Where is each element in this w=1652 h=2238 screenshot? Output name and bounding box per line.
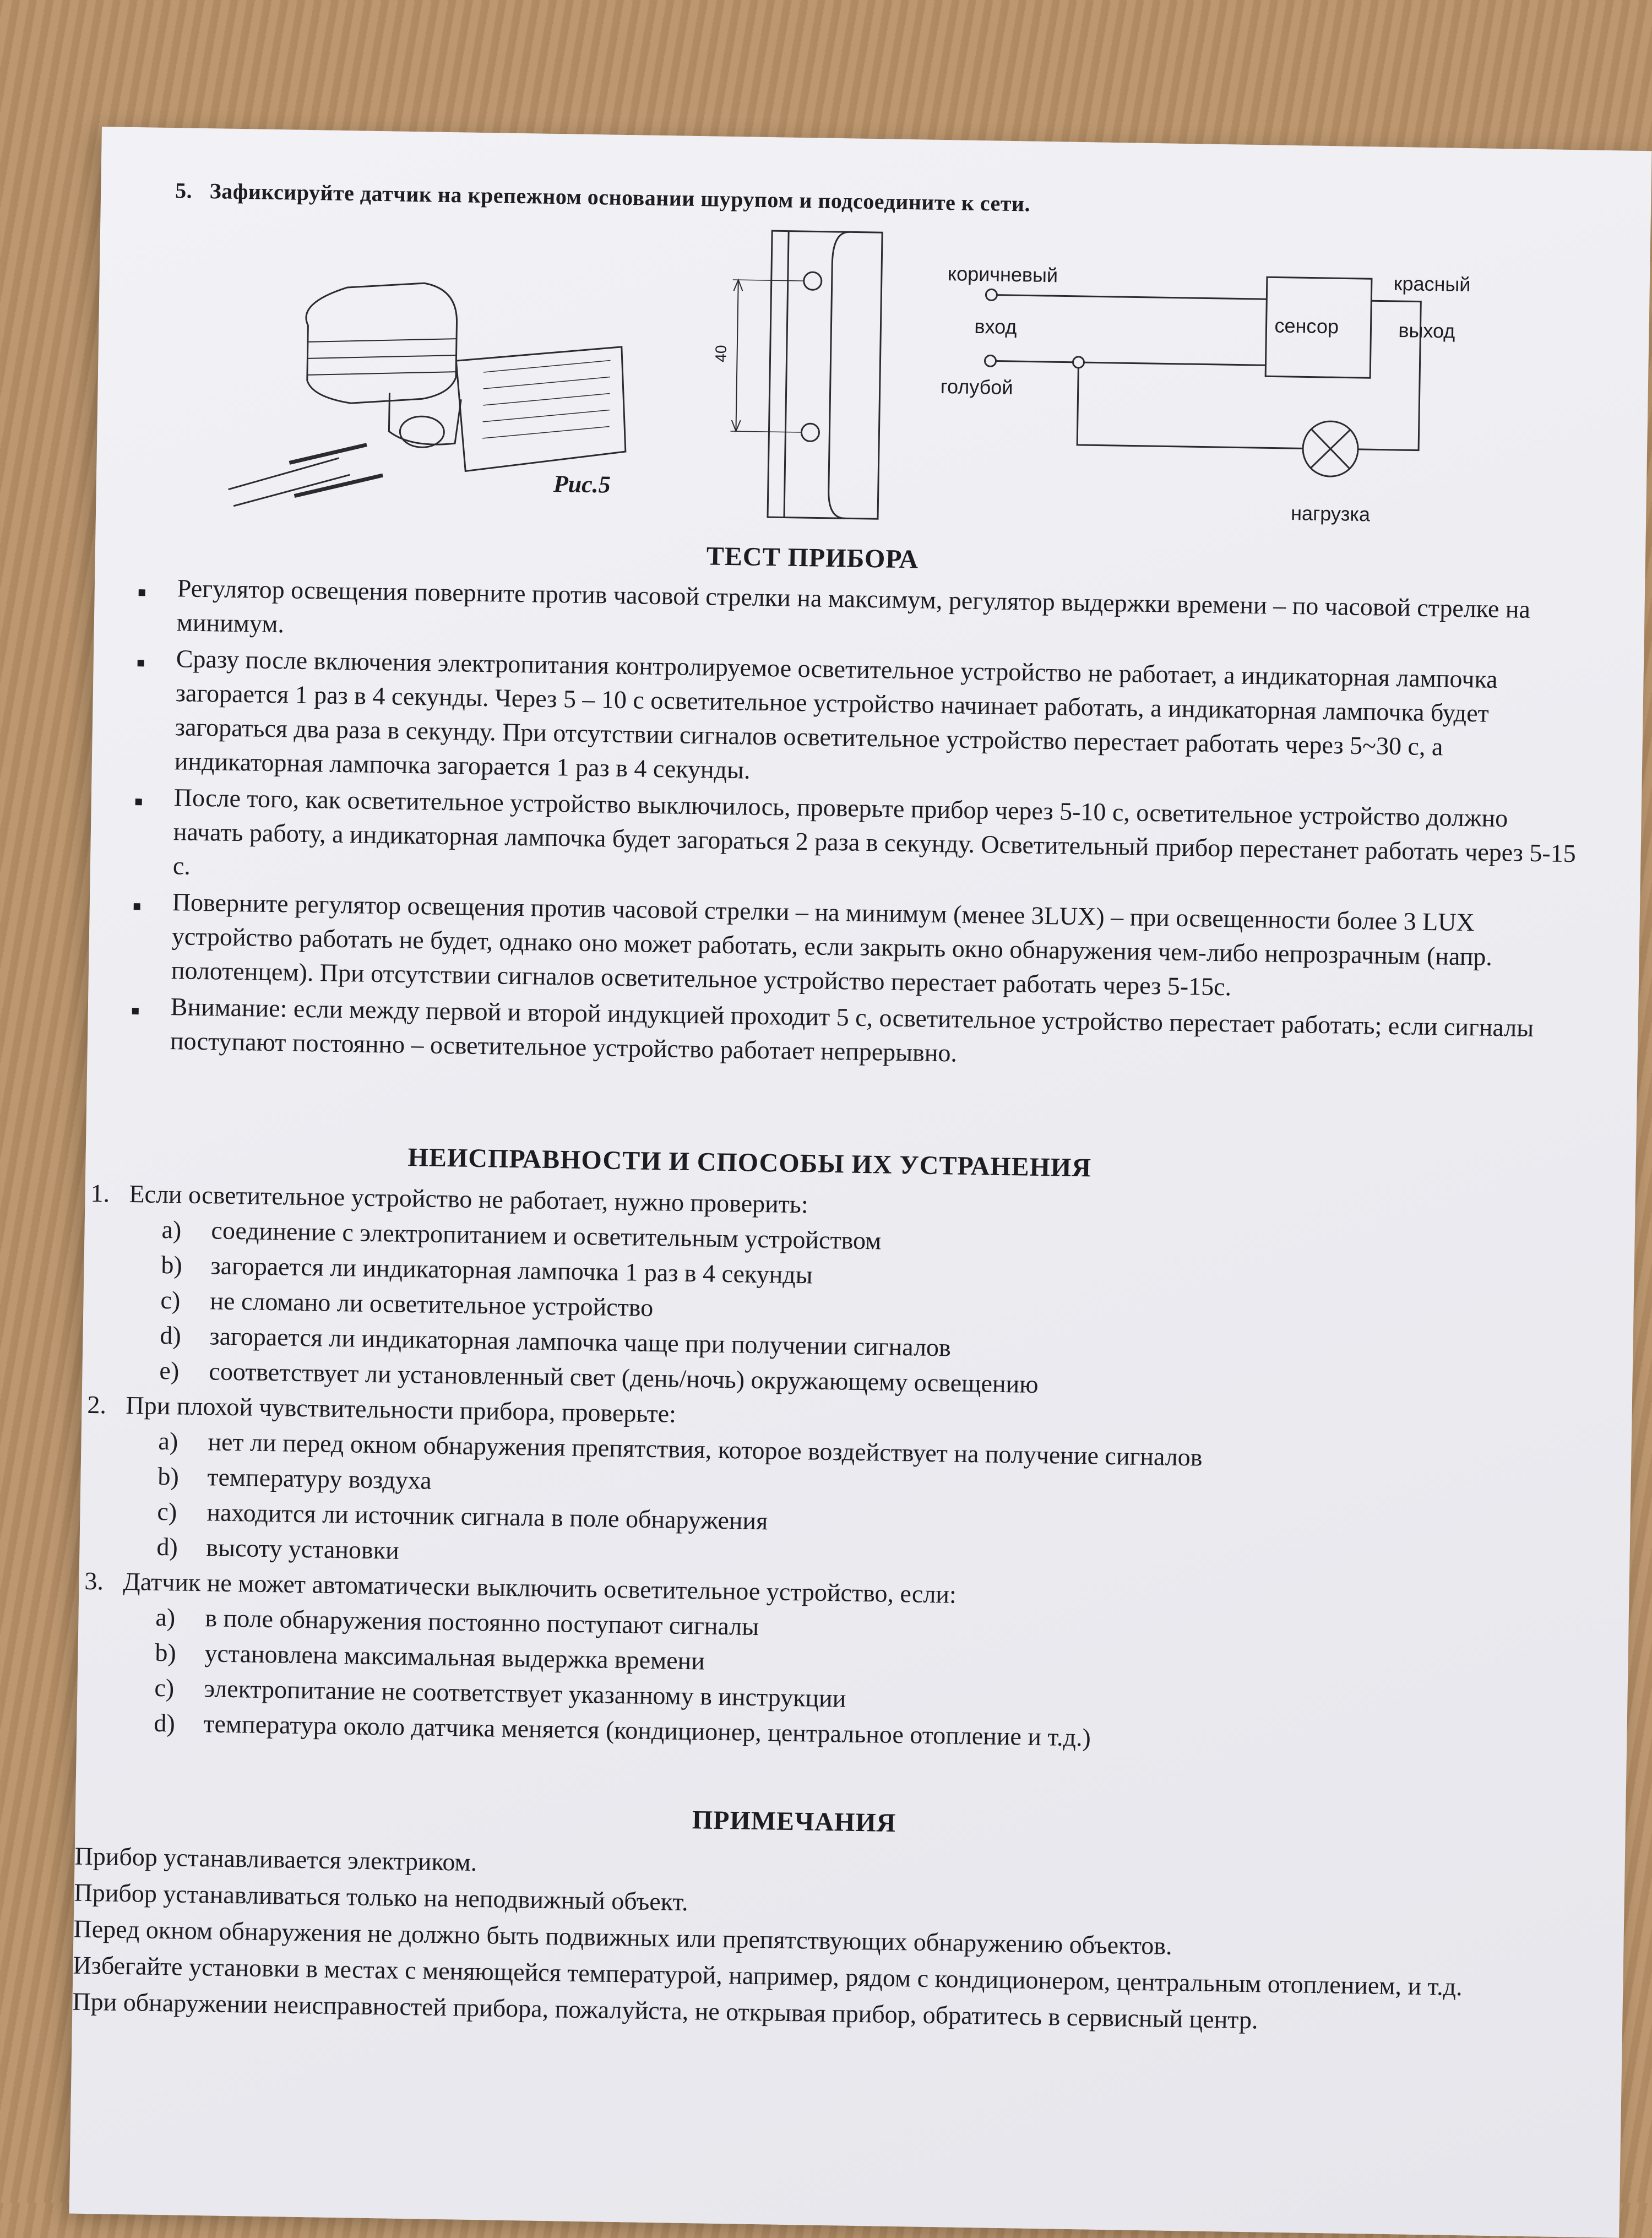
fault-subitem: c) не сломано ли осветительное устройство xyxy=(160,1285,654,1322)
fault-sublist xyxy=(154,1600,1549,1763)
figure-caption: Рис.5 xyxy=(553,470,611,498)
square-bullet-icon xyxy=(132,1008,139,1014)
upper-hole xyxy=(804,272,822,290)
screw-guide-lines xyxy=(228,457,350,508)
blue-terminal xyxy=(985,355,996,366)
fault-subitem: c) электропитание не соответствует указанному в инструкции xyxy=(154,1673,846,1713)
square-bullet-icon xyxy=(134,903,140,910)
fault-sublist xyxy=(156,1424,1552,1587)
square-bullet-icon xyxy=(139,589,145,596)
notes-list xyxy=(69,1838,1583,2045)
label-input: вход xyxy=(974,314,1017,339)
lower-hole xyxy=(801,423,819,441)
test-list xyxy=(131,571,1582,1082)
fault-subitem: a) нет ли перед окном обнаружения препятствия, которое воздействует на получение сигналов xyxy=(158,1426,1203,1471)
step-text: Зафиксируйте датчик на крепежном основании шурупом и подсоедините к сети. xyxy=(209,178,1031,216)
fault-subitem: d) загорается ли индикаторная лампочка чаще при получении сигналов xyxy=(160,1321,952,1362)
note-item: Перед окном обнаружения не должно быть подвижных или препятствующих обнаружению объектов. xyxy=(69,1911,1582,1970)
screws xyxy=(289,443,383,497)
wiring-diagram xyxy=(921,222,1477,562)
note-item: Прибор устанавливается электриком. xyxy=(69,1838,1583,1897)
label-blue: голубой xyxy=(940,374,1013,399)
dimension-line xyxy=(736,280,738,431)
fault-group: 3. Датчик не может автоматически выключить осветительное устройство, если: a) в поле обнаружения постоянно поступают сигналы b) установлена максимальная выдержка времени c) электропитание не соответствует указанному в инструкции d) температура около датчика меняется (кондиционер, центральное отопление и т.д.) xyxy=(69,1563,1549,1762)
fault-subitem: d) высоту установки xyxy=(156,1532,400,1565)
test-item: Внимание: если между первой и второй индукцией проходит 5 с, осветительное устройство перестает работать; если сигналы поступают постоянно – осветительное устройство работает непрерывно. xyxy=(131,989,1575,1080)
fault-subitem: b) установлена максимальная выдержка времени xyxy=(155,1638,705,1675)
plate-profile xyxy=(784,231,849,519)
lamp-cross xyxy=(1311,430,1350,469)
label-brown: коричневый xyxy=(947,262,1058,287)
fault-sublist xyxy=(159,1212,1555,1410)
label-load: нагрузка xyxy=(1290,502,1371,526)
fault-subitem: b) загорается ли индикаторная лампочка 1 раз в 4 секунды xyxy=(161,1250,813,1289)
instruction-sheet xyxy=(69,127,1651,2238)
fault-subitem: b) температуру воздуха xyxy=(157,1462,432,1495)
test-item: После того, как осветительное устройство выключилось, проверьте прибор через 5-10 с, осветительное устройство должно начать работу, а индикаторная лампочка будет загораться 2 раза в секунду. Осветительный прибор перестанет работать через 5-15 с. xyxy=(134,780,1578,905)
square-bullet-icon xyxy=(135,798,142,805)
fault-subitem: d) температура около датчика меняется (кондиционер, центральное отопление и т.д.) xyxy=(154,1708,1091,1752)
fault-subitem: c) находится ли источник сигнала в поле обнаружения xyxy=(157,1497,768,1535)
step-number: 5. xyxy=(175,178,193,203)
fault-group: 2. При плохой чувствительности прибора, проверьте: a) нет ли перед окном обнаружения препятствия, которое воздействует на получение сигналов b) температуру воздуха c) находится ли источник сигнала в поле обнаружения d) высоту установки xyxy=(69,1387,1552,1586)
fault-subitem: a) в поле обнаружения постоянно поступают сигналы xyxy=(155,1603,759,1641)
faults-heading: НЕИСПРАВНОСТИ И СПОСОБЫ ИХ УСТРАНЕНИЯ xyxy=(407,1142,1092,1183)
sensor-body xyxy=(305,281,458,405)
neutral-to-load xyxy=(1077,368,1304,448)
mount-bracket xyxy=(454,344,627,474)
label-output: выход xyxy=(1398,319,1455,343)
blue-wire xyxy=(996,361,1266,366)
brown-wire xyxy=(997,295,1267,300)
sensor-lens-lines xyxy=(307,336,457,377)
bracket-hatching xyxy=(482,358,610,441)
test-item: Поверните регулятор освещения против часовой стрелки – на минимум (менее 3LUX) – при освещенности более 3 LUX устройство работать не будет, однако оно может работать, если закрыть окно обнаружения чем-либо непрозрачным (напр. полотенцем). При отсутствии сигналов осветительное устройство перестает работать через 5-15с. xyxy=(132,884,1577,1009)
test-heading: ТЕСТ ПРИБОРА xyxy=(706,541,919,574)
mounting-plate-figure xyxy=(702,219,888,530)
fault-group: 1. Если осветительное устройство не работает, нужно проверить: a) соединение с электропитанием и осветительным устройством b) загорается ли индикаторная лампочка 1 раз в 4 секунды c) не сломано ли осветительное устройство d) загорается ли индикаторная лампочка чаще при получении сигналов e) соответствует ли установленный свет (день/ночь) окружающему освещению xyxy=(69,1175,1555,1410)
dimension-extension-lines xyxy=(730,280,804,432)
dimension-label: 40 xyxy=(712,345,730,362)
note-item: Избегайте установки в местах с меняющейся температурой, например, рядом с кондиционером, центральным отоплением, и т.д. xyxy=(69,1947,1582,2006)
sensor-mount-figure xyxy=(222,247,722,563)
square-bullet-icon xyxy=(138,660,144,666)
fault-subitem: e) соответствует ли установленный свет (день/ночь) окружающему освещению xyxy=(159,1356,1039,1398)
note-item: При обнаружении неисправностей прибора, пожалуйста, не открывая прибор, обратитесь в сервисный центр. xyxy=(69,1984,1581,2043)
label-sensor: сенсор xyxy=(1274,314,1339,338)
step-5 xyxy=(175,177,1031,216)
label-red: красный xyxy=(1393,271,1471,296)
note-item: Прибор устанавливаться только на неподвижный объект. xyxy=(69,1875,1583,1933)
faults-list xyxy=(69,1175,1555,1762)
test-item: Регулятор освещения поверните против часовой стрелки на максимум, регулятор выдержки времени – по часовой стрелке на минимум. xyxy=(138,571,1582,661)
notes-heading: ПРИМЕЧАНИЯ xyxy=(692,1805,896,1838)
test-item: Сразу после включения электропитания контролируемое осветительное устройство не работает, а индикаторная лампочка загорается 1 раз в 4 секунды. Через 5 – 10 с осветительное устройство начинает работать, а индикаторная лампочка будет загораться два раза в секунду. При отсутствии сигналов осветительное устройство перестает работать через 5~30 с, а индикаторная лампочка загорается 1 раз в 4 секунды. xyxy=(135,641,1580,800)
junction-node xyxy=(1073,357,1084,368)
fault-subitem: a) соединение с электропитанием и осветительным устройством xyxy=(161,1215,882,1255)
brown-terminal xyxy=(986,289,997,300)
